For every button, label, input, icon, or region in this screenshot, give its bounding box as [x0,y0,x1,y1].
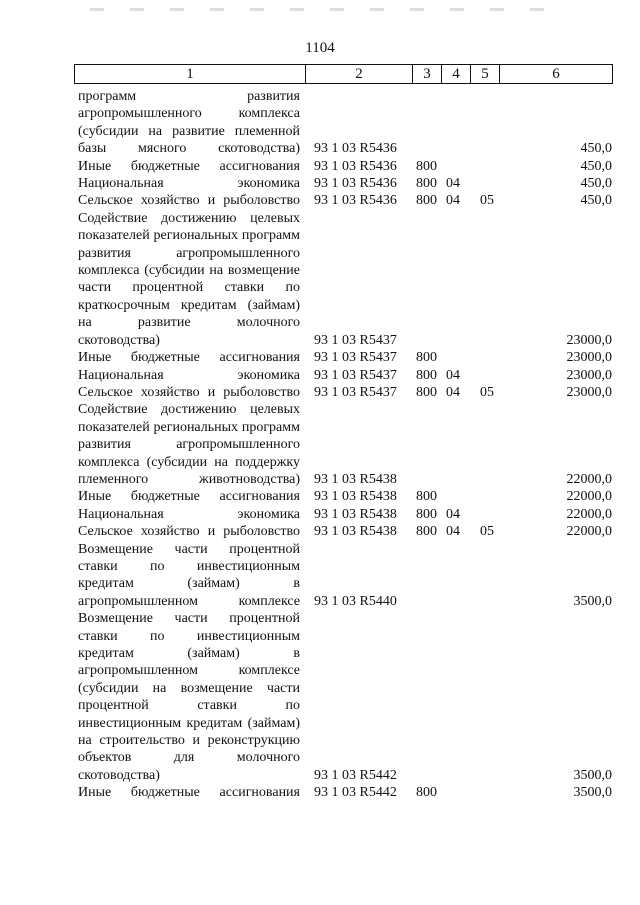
row-amount: 3500,0 [573,785,612,801]
row-code: 93 1 03 R5440 [314,593,397,609]
header-col-4: 4 [442,65,471,84]
row-code: 93 1 03 R5442 [314,767,397,783]
row-col-4: 04 [446,367,460,383]
table-row [78,175,612,192]
table-row [78,488,612,505]
table-row [78,384,612,401]
row-code: 93 1 03 R5438 [314,471,397,487]
table-row [78,610,612,784]
row-col-4: 04 [446,524,460,540]
row-amount: 450,0 [580,141,612,157]
row-description: Содействие достижению целевых показателей региональных программ развития агропромышленного комплекса (субсидии на возмещение части процентной ставки по краткосрочным кредитам (займам) на развитие молочного скотоводства) [78,210,300,348]
row-col-4: 04 [446,176,460,192]
row-description: Сельское хозяйство и рыболовство [78,384,300,400]
row-code: 93 1 03 R5438 [314,506,397,522]
scan-artifact [90,8,550,11]
row-amount: 23000,0 [566,350,612,366]
row-amount: 23000,0 [566,367,612,383]
row-description: Возмещение части процентной ставки по инвестиционным кредитам (займам) в агропромышленном комплексе (субсидии на возмещение части процентной ставки по инвестиционным кредитам (займам) на строительство и реконструкцию объектов для молочного скотоводства) [78,611,300,783]
row-code: 93 1 03 R5437 [314,367,397,383]
row-description: Сельское хозяйство и рыболовство [78,193,300,209]
row-col-5: 05 [480,524,494,540]
table-row [78,367,612,384]
row-code: 93 1 03 R5436 [314,193,397,209]
table-row [78,541,612,611]
row-description: Национальная экономика [78,506,300,522]
row-amount: 450,0 [580,158,612,174]
row-description: Национальная экономика [78,176,300,192]
row-amount: 22000,0 [566,524,612,540]
table-row [78,210,612,349]
table-row [78,506,612,523]
table-row [78,401,612,488]
row-col-3: 800 [416,193,437,209]
row-col-4: 04 [446,384,460,400]
table-header [74,64,613,84]
row-code: 93 1 03 R5438 [314,524,397,540]
row-code: 93 1 03 R5438 [314,489,397,505]
table-body [78,88,612,802]
row-col-5: 05 [480,384,494,400]
table-row [78,784,612,801]
row-col-4: 04 [446,193,460,209]
row-amount: 22000,0 [566,471,612,487]
row-col-3: 800 [416,384,437,400]
row-description: программ развития агропромышленного комплекса (субсидии на развитие племенной базы мясного скотоводства) [78,89,300,157]
row-col-3: 800 [416,785,437,801]
row-col-3: 800 [416,158,437,174]
row-col-3: 800 [416,489,437,505]
row-amount: 22000,0 [566,489,612,505]
row-amount: 3500,0 [573,593,612,609]
table-row [78,192,612,209]
row-code: 93 1 03 R5442 [314,785,397,801]
table-row [78,88,612,158]
page-number: 1104 [305,40,335,56]
row-col-3: 800 [416,524,437,540]
table-row [78,158,612,175]
row-col-3: 800 [416,176,437,192]
row-description: Сельское хозяйство и рыболовство [78,524,300,540]
row-description: Возмещение части процентной ставки по инвестиционным кредитам (займам) в агропромышленном комплексе [78,541,300,609]
row-code: 93 1 03 R5437 [314,384,397,400]
row-amount: 450,0 [580,176,612,192]
row-description: Содействие достижению целевых показателей региональных программ развития агропромышленного комплекса (субсидии на поддержку племенного животноводства) [78,402,300,487]
row-description: Иные бюджетные ассигнования [78,350,300,366]
header-col-2: 2 [306,65,413,84]
table-row [78,523,612,540]
row-description: Иные бюджетные ассигнования [78,489,300,505]
row-amount: 22000,0 [566,506,612,522]
header-col-5: 5 [471,65,500,84]
row-col-5: 05 [480,193,494,209]
row-code: 93 1 03 R5437 [314,350,397,366]
row-description: Иные бюджетные ассигнования [78,785,300,801]
header-col-1: 1 [75,65,306,84]
row-code: 93 1 03 R5437 [314,332,397,348]
row-description: Иные бюджетные ассигнования [78,158,300,174]
row-amount: 3500,0 [573,767,612,783]
header-col-6: 6 [500,65,613,84]
row-amount: 450,0 [580,193,612,209]
row-col-3: 800 [416,367,437,383]
row-col-3: 800 [416,350,437,366]
row-amount: 23000,0 [566,384,612,400]
row-amount: 23000,0 [566,332,612,348]
row-col-4: 04 [446,506,460,522]
row-code: 93 1 03 R5436 [314,141,397,157]
row-description: Национальная экономика [78,367,300,383]
row-code: 93 1 03 R5436 [314,158,397,174]
row-code: 93 1 03 R5436 [314,176,397,192]
table-row [78,349,612,366]
row-col-3: 800 [416,506,437,522]
header-col-3: 3 [413,65,442,84]
